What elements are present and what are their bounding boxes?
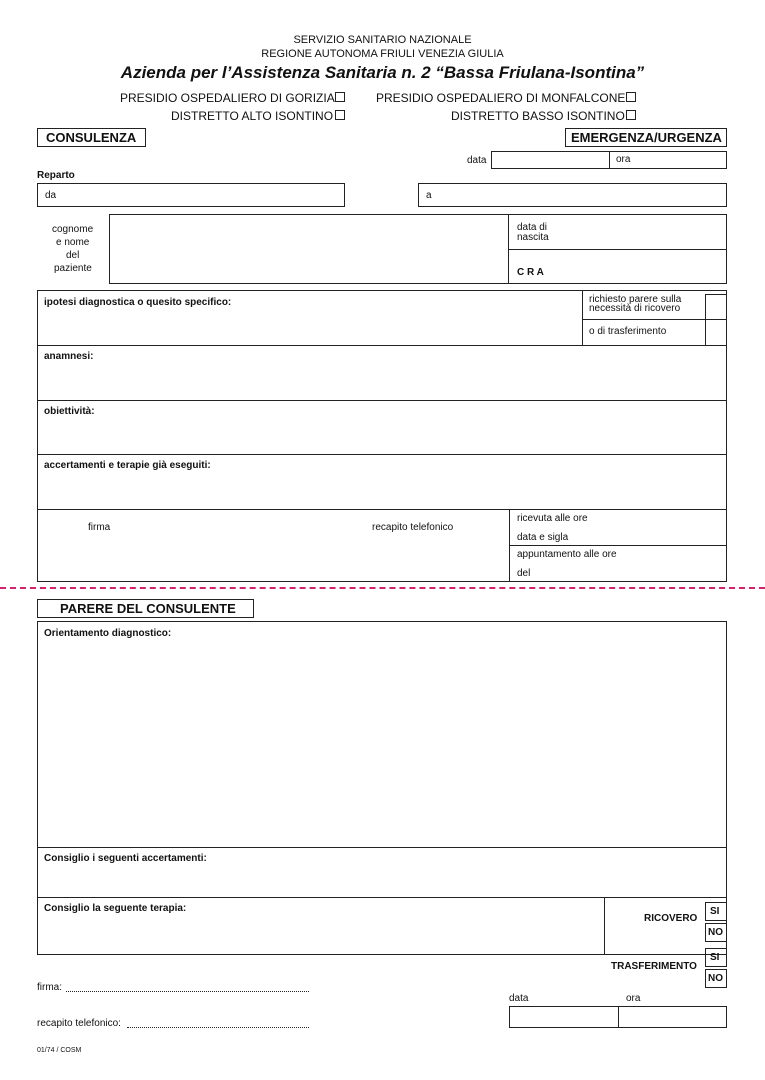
- reparto-a-field[interactable]: [418, 183, 727, 207]
- emergenza-label: EMERGENZA/URGENZA: [571, 130, 722, 145]
- ricovero-label: RICOVERO: [644, 913, 698, 924]
- reparto-label: Reparto: [37, 170, 75, 181]
- ipotesi-label: ipotesi diagnostica o quesito specifico:: [44, 297, 232, 308]
- birth-date-label-1: data di: [517, 222, 548, 233]
- consultant-firma-field[interactable]: [66, 991, 309, 992]
- data-sigla-label: data e sigla: [517, 532, 569, 543]
- anamnesi-label: anamnesi:: [44, 351, 94, 362]
- location-basso-isontino-label: DISTRETTO BASSO ISONTINO: [451, 109, 625, 123]
- parere-title: PARERE DEL CONSULENTE: [60, 601, 236, 616]
- location-alto-isontino-checkbox[interactable]: [335, 110, 345, 120]
- accertamenti-label: accertamenti e terapie già eseguiti:: [44, 460, 211, 471]
- emergenza-box[interactable]: [565, 128, 727, 147]
- header-line2: REGIONE AUTONOMA FRIULI VENEZIA GIULIA: [261, 48, 504, 60]
- request-date-label: data: [467, 155, 487, 166]
- patient-name-field[interactable]: [109, 214, 727, 284]
- trasferimento-parere-checkbox[interactable]: [705, 320, 726, 345]
- consulenza-box[interactable]: [37, 128, 146, 147]
- appuntamento-label: appuntamento alle ore: [517, 549, 617, 560]
- trasferimento-si-label: SI: [710, 952, 720, 963]
- consultant-recapito-label: recapito telefonico:: [37, 1018, 121, 1029]
- appuntamento-del-label: del: [517, 568, 531, 579]
- request-date-time-field[interactable]: [491, 151, 727, 169]
- ricovero-no-box[interactable]: [705, 923, 727, 942]
- ricovero-si-box[interactable]: [705, 902, 727, 921]
- consiglio-terapia-label: Consiglio la seguente terapia:: [44, 903, 187, 914]
- tear-off-line: [0, 587, 765, 589]
- ricovero-si-label: SI: [710, 906, 720, 917]
- consultant-firma-label: firma:: [37, 982, 62, 993]
- location-alto-isontino-label: DISTRETTO ALTO ISONTINO: [171, 109, 334, 123]
- trasferimento-no-box[interactable]: [705, 969, 727, 988]
- richiesto-parere-label-1: richiesto parere sulla: [589, 294, 682, 305]
- request-time-label: ora: [616, 154, 631, 165]
- obiettivita-label: obiettività:: [44, 406, 95, 417]
- richiesto-parere-label-2: necessità di ricovero: [589, 303, 681, 314]
- clinical-info-block: [37, 290, 727, 582]
- header-line1: SERVIZIO SANITARIO NAZIONALE: [293, 34, 472, 46]
- form-code: 01/74 / COSM: [37, 1047, 82, 1054]
- ricovero-no-label: NO: [708, 927, 723, 938]
- patient-label-4: paziente: [54, 263, 92, 274]
- reparto-da-label: da: [45, 190, 57, 201]
- patient-label-1: cognome: [52, 224, 94, 235]
- consultant-block: [37, 621, 727, 955]
- page-title: Azienda per l’Assistenza Sanitaria n. 2 “Bassa Friulana-Isontina”: [120, 63, 645, 82]
- patient-label-3: del: [66, 250, 80, 261]
- location-monfalcone-label: PRESIDIO OSPEDALIERO DI MONFALCONE: [376, 91, 626, 105]
- consultant-date-time-field[interactable]: [509, 1006, 727, 1028]
- request-firma-label: firma: [88, 522, 111, 533]
- cra-label: C R A: [517, 267, 544, 278]
- parere-title-box: [37, 599, 254, 618]
- location-gorizia-checkbox[interactable]: [335, 92, 345, 102]
- location-monfalcone-checkbox[interactable]: [626, 92, 636, 102]
- reparto-da-field[interactable]: [37, 183, 345, 207]
- consultant-time-label: ora: [626, 993, 641, 1004]
- location-basso-isontino-checkbox[interactable]: [626, 110, 636, 120]
- reparto-a-label: a: [426, 190, 432, 201]
- consultant-date-label: data: [509, 993, 529, 1004]
- patient-label-2: e nome: [56, 237, 90, 248]
- consultant-recapito-field[interactable]: [127, 1027, 309, 1028]
- consiglio-accertamenti-label: Consiglio i seguenti accertamenti:: [44, 853, 207, 864]
- request-recapito-label: recapito telefonico: [372, 522, 454, 533]
- birth-date-label-2: nascita: [517, 232, 549, 243]
- orientamento-label: Orientamento diagnostico:: [44, 628, 172, 639]
- location-gorizia-label: PRESIDIO OSPEDALIERO DI GORIZIA: [120, 91, 335, 105]
- ricovero-parere-checkbox[interactable]: [705, 294, 726, 319]
- trasferimento-label: TRASFERIMENTO: [611, 961, 697, 972]
- trasferimento-question-label: o di trasferimento: [589, 326, 667, 337]
- consulenza-label: CONSULENZA: [46, 130, 137, 145]
- ricevuta-label: ricevuta alle ore: [517, 513, 588, 524]
- trasferimento-si-box[interactable]: [705, 948, 727, 967]
- trasferimento-no-label: NO: [708, 973, 723, 984]
